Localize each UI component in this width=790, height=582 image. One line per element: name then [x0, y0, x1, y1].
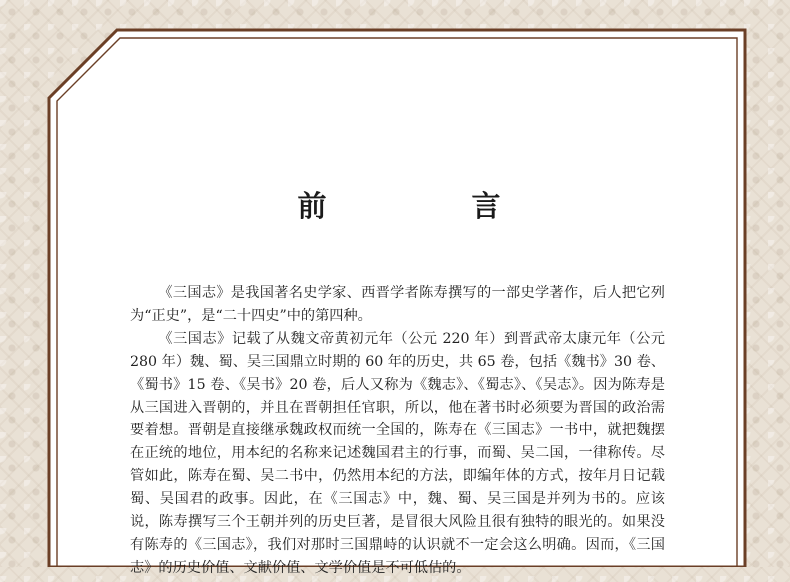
paragraph-intro: 《三国志》是我国著名史学家、西晋学者陈寿撰写的一部史学著作，后人把它列为“正史”，是“二十四史”中的第四种。	[130, 285, 665, 324]
body-text	[130, 282, 665, 580]
paragraph-history: 《三国志》记载了从魏文帝黄初元年（公元 220 年）到晋武帝太康元年（公元 280 年）魏、蜀、吴三国鼎立时期的 60 年的历史，共 65 卷，包括《魏书》30 卷、《蜀书》15 卷、《吴书》20 卷，后人又称为《魏志》、《蜀志》、《吴志》。因为陈寿是从三国进入晋朝的，并且在晋朝担任官职，所以，他在著书时必须要为晋国的政治需要着想。晋朝是直接继承魏政权而统一全国的，陈寿在《三国志》一书中，就把魏摆在正统的地位，用本纪的名称来记述魏国君主的行事，而蜀、吴二国，一律称传。尽管如此，陈寿在蜀、吴二书中，仍然用本纪的方法，即编年体的方式，按年月日记载蜀、吴国君的政事。因此，在《三国志》中，魏、蜀、吴三国是并列为书的。应该说，陈寿撰写三个王朝并列的历史巨著，是冒很大风险且很有独特的眼光的。如果没有陈寿的《三国志》，我们对那时三国鼎峙的认识就不一定会这么明确。因而，《三国志》的历史价值、文献价值、文学价值是不可低估的。	[130, 330, 665, 576]
document-page	[66, 42, 732, 582]
page-title: 前 言	[297, 189, 559, 223]
